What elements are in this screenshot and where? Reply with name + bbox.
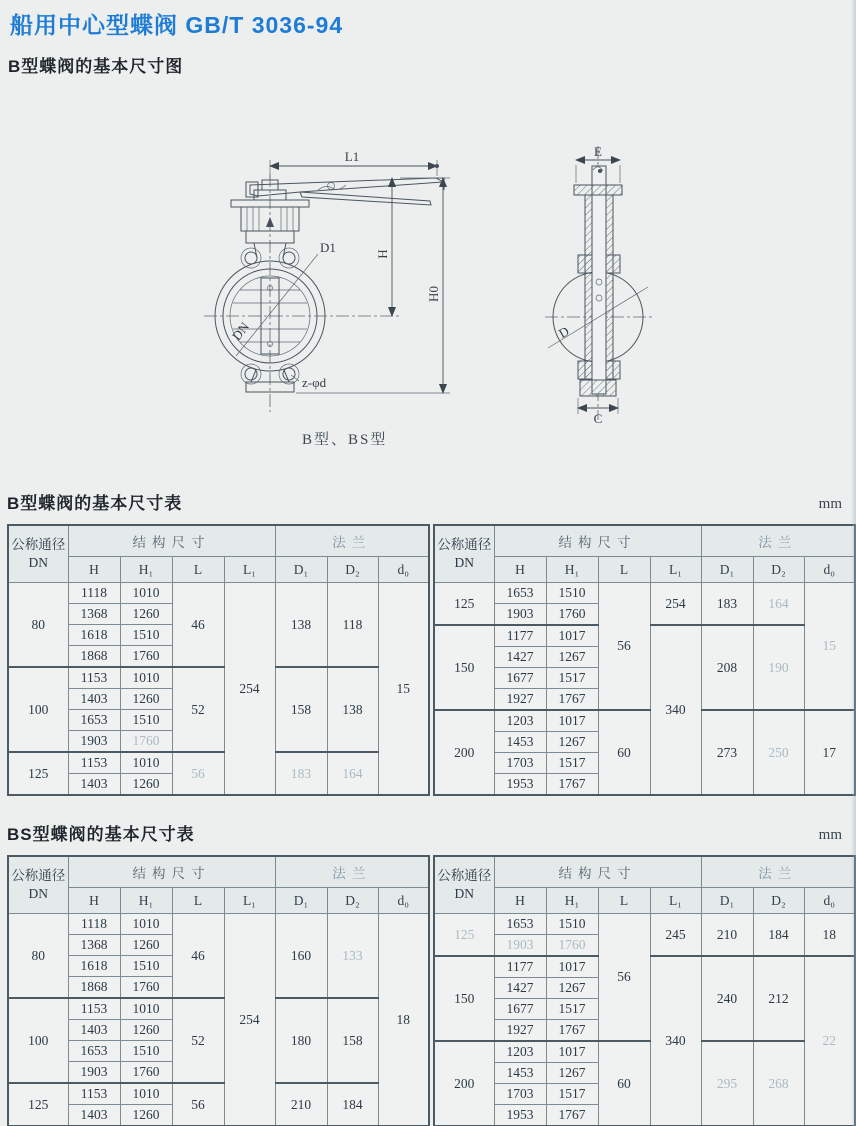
table-cell: 1453 [494, 732, 546, 753]
table-cell: 56 [172, 752, 224, 795]
table-cell: 254 [224, 583, 275, 796]
table-cell: 184 [753, 914, 804, 957]
table-cell: 1017 [546, 1041, 598, 1063]
table-cell: 1017 [546, 625, 598, 647]
table-cell: 340 [650, 956, 701, 1126]
column-header: d₀ [378, 557, 429, 583]
table-cell: 1010 [120, 914, 172, 935]
table-cell: 118 [327, 583, 378, 668]
table-cell: 1618 [68, 625, 120, 646]
table-cell: 273 [701, 710, 753, 795]
table-b-left [7, 524, 430, 796]
table-cell: 1677 [494, 668, 546, 689]
table-cell: 1403 [68, 774, 120, 796]
table-cell: 1903 [68, 731, 120, 753]
structure-dims-group-header: 结构尺寸 [494, 525, 701, 557]
table-cell: 1510 [120, 625, 172, 646]
table-cell: 1517 [546, 753, 598, 774]
table-cell: 1177 [494, 625, 546, 647]
drawing-caption: B型、BS型 [302, 432, 388, 448]
flange-group-header: 法兰 [275, 856, 429, 888]
table-cell: 1868 [68, 646, 120, 668]
column-header: d₀ [804, 557, 855, 583]
column-header: D₁ [701, 557, 753, 583]
table-cell: 15 [804, 583, 855, 711]
table-cell: 1760 [120, 646, 172, 668]
table-cell: 46 [172, 914, 224, 999]
table-cell: 268 [753, 1041, 804, 1126]
table-cell: 1510 [546, 583, 598, 604]
table-cell: 1267 [546, 647, 598, 668]
table-cell: 1510 [120, 956, 172, 977]
table-cell: 138 [327, 667, 378, 752]
table-cell: 1453 [494, 1063, 546, 1084]
column-header: D₂ [327, 557, 378, 583]
table-cell: 1010 [120, 583, 172, 604]
table-cell: 125 [434, 583, 494, 626]
table-cell: 1927 [494, 689, 546, 711]
flange-group-header: 法兰 [701, 525, 855, 557]
column-header: D₁ [275, 557, 327, 583]
table-cell: 1953 [494, 1105, 546, 1126]
table-cell: 1517 [546, 668, 598, 689]
table-cell: 1427 [494, 978, 546, 999]
column-header: H₁ [120, 888, 172, 914]
table-cell: 1260 [120, 604, 172, 625]
dim-label-d: D [555, 323, 572, 341]
dim-label-bolt-holes: z-φd [302, 375, 327, 390]
column-header: L₁ [650, 557, 701, 583]
table-cell: 22 [804, 956, 855, 1126]
table-cell: 1368 [68, 604, 120, 625]
column-header: H [494, 888, 546, 914]
column-header: D₂ [753, 888, 804, 914]
table-cell: 254 [650, 583, 701, 626]
column-header: L [598, 888, 650, 914]
column-header: L [598, 557, 650, 583]
table-cell: 125 [8, 1083, 68, 1126]
column-header: D₂ [753, 557, 804, 583]
table-cell: 18 [378, 914, 429, 1126]
table-cell: 183 [701, 583, 753, 626]
table-cell: 46 [172, 583, 224, 668]
column-header: H [68, 557, 120, 583]
page-title: 船用中心型蝶阀 GB/T 3036-94 [10, 12, 344, 38]
table-cell: 1427 [494, 647, 546, 668]
column-header: d₀ [804, 888, 855, 914]
table-cell: 1760 [120, 1062, 172, 1084]
table-cell: 1767 [546, 774, 598, 796]
table-cell: 100 [8, 998, 68, 1083]
table-cell: 212 [753, 956, 804, 1041]
table-cell: 208 [701, 625, 753, 710]
table-cell: 190 [753, 625, 804, 710]
table-cell: 1203 [494, 1041, 546, 1063]
table-cell: 1760 [120, 977, 172, 999]
table-cell: 158 [327, 998, 378, 1083]
table-cell: 1903 [494, 935, 546, 957]
table-cell: 1903 [68, 1062, 120, 1084]
table-cell: 295 [701, 1041, 753, 1126]
column-header: L₁ [224, 888, 275, 914]
dn-column-header: 公称通径 DN [8, 856, 68, 914]
table-cell: 1703 [494, 753, 546, 774]
table-cell: 1510 [120, 1041, 172, 1062]
table-bs-right [433, 855, 856, 1126]
table-cell: 18 [804, 914, 855, 957]
table-cell: 1760 [546, 604, 598, 626]
table-cell: 1903 [494, 604, 546, 626]
table-bs-left [7, 855, 430, 1126]
table-cell: 1017 [546, 710, 598, 732]
table-cell: 150 [434, 625, 494, 710]
table-cell: 52 [172, 998, 224, 1083]
table-cell: 1118 [68, 583, 120, 604]
table-cell: 1767 [546, 1020, 598, 1042]
table-cell: 158 [275, 667, 327, 752]
column-header: L₁ [650, 888, 701, 914]
table-cell: 1010 [120, 1083, 172, 1105]
column-header: L [172, 888, 224, 914]
dn-column-header: 公称通径 DN [434, 856, 494, 914]
table-bs-section-title: BS型蝶阀的基本尺寸表 [7, 825, 195, 844]
table-cell: 133 [327, 914, 378, 999]
table-cell: 1010 [120, 998, 172, 1020]
table-cell: 164 [753, 583, 804, 626]
table-cell: 254 [224, 914, 275, 1126]
front-view-drawing [204, 149, 450, 412]
table-cell: 1703 [494, 1084, 546, 1105]
table-cell: 1267 [546, 978, 598, 999]
table-cell: 56 [172, 1083, 224, 1126]
table-cell: 60 [598, 1041, 650, 1126]
column-header: H [494, 557, 546, 583]
unit-label-bs: mm [818, 827, 842, 843]
table-cell: 1403 [68, 1020, 120, 1041]
table-cell: 1760 [546, 935, 598, 957]
table-cell: 1517 [546, 1084, 598, 1105]
scan-edge-shade [851, 0, 856, 1126]
table-cell: 1153 [68, 667, 120, 689]
table-cell: 125 [434, 914, 494, 957]
table-cell: 1510 [120, 710, 172, 731]
column-header: H₁ [120, 557, 172, 583]
flange-group-header: 法兰 [275, 525, 429, 557]
table-cell: 1260 [120, 774, 172, 796]
table-cell: 1153 [68, 752, 120, 774]
table-cell: 56 [598, 583, 650, 711]
column-header: D₁ [275, 888, 327, 914]
table-cell: 1517 [546, 999, 598, 1020]
column-header: D₁ [701, 888, 753, 914]
table-cell: 1368 [68, 935, 120, 956]
table-cell: 1177 [494, 956, 546, 978]
table-cell: 250 [753, 710, 804, 795]
table-cell: 1267 [546, 1063, 598, 1084]
table-cell: 1260 [120, 689, 172, 710]
table-cell: 1010 [120, 752, 172, 774]
table-cell: 1767 [546, 689, 598, 711]
dim-label-c: C [593, 411, 603, 426]
table-cell: 160 [275, 914, 327, 999]
column-header: L₁ [224, 557, 275, 583]
table-cell: 340 [650, 625, 701, 795]
column-header: D₂ [327, 888, 378, 914]
structure-dims-group-header: 结构尺寸 [494, 856, 701, 888]
table-cell: 1653 [494, 583, 546, 604]
table-cell: 1677 [494, 999, 546, 1020]
table-cell: 15 [378, 583, 429, 796]
table-cell: 17 [804, 710, 855, 795]
table-cell: 1653 [494, 914, 546, 935]
table-cell: 180 [275, 998, 327, 1083]
table-cell: 100 [8, 667, 68, 752]
table-cell: 183 [275, 752, 327, 795]
table-cell: 1017 [546, 956, 598, 978]
column-header: H₁ [546, 557, 598, 583]
table-cell: 1260 [120, 1020, 172, 1041]
dim-label-h0: H0 [426, 286, 441, 302]
table-cell: 1403 [68, 1105, 120, 1126]
column-header: H [68, 888, 120, 914]
table-cell: 1618 [68, 956, 120, 977]
column-header: L [172, 557, 224, 583]
table-cell: 210 [275, 1083, 327, 1126]
valve-dimension-drawings [0, 86, 856, 458]
table-cell: 245 [650, 914, 701, 957]
dim-label-dn: DN [228, 319, 253, 344]
dim-label-e: E [594, 144, 602, 159]
table-cell: 80 [8, 583, 68, 668]
table-cell: 1153 [68, 998, 120, 1020]
table-b-section-title: B型蝶阀的基本尺寸表 [7, 494, 183, 513]
table-cell: 1260 [120, 935, 172, 956]
diagram-section-title: B型蝶阀的基本尺寸图 [8, 57, 184, 76]
table-cell: 210 [701, 914, 753, 957]
table-cell: 1403 [68, 689, 120, 710]
structure-dims-group-header: 结构尺寸 [68, 525, 275, 557]
table-cell: 184 [327, 1083, 378, 1126]
table-cell: 240 [701, 956, 753, 1041]
table-cell: 1267 [546, 732, 598, 753]
table-cell: 80 [8, 914, 68, 999]
unit-label-b: mm [818, 496, 842, 512]
dim-label-h: H [375, 249, 390, 259]
table-cell: 1153 [68, 1083, 120, 1105]
dim-label-l1: L1 [344, 149, 360, 164]
dn-column-header: 公称通径 DN [434, 525, 494, 583]
table-cell: 150 [434, 956, 494, 1041]
side-view-drawing [545, 144, 652, 426]
table-cell: 1868 [68, 977, 120, 999]
table-b-right [433, 524, 856, 796]
dn-column-header: 公称通径 DN [8, 525, 68, 583]
table-cell: 1653 [68, 1041, 120, 1062]
table-cell: 1760 [120, 731, 172, 753]
table-cell: 200 [434, 1041, 494, 1126]
table-cell: 138 [275, 583, 327, 668]
flange-group-header: 法兰 [701, 856, 855, 888]
dim-label-d1: D1 [320, 240, 336, 255]
table-cell: 1260 [120, 1105, 172, 1126]
table-cell: 164 [327, 752, 378, 795]
table-cell: 1927 [494, 1020, 546, 1042]
table-cell: 56 [598, 914, 650, 1042]
table-cell: 1653 [68, 710, 120, 731]
table-cell: 1510 [546, 914, 598, 935]
table-cell: 125 [8, 752, 68, 795]
column-header: d₀ [378, 888, 429, 914]
table-cell: 1118 [68, 914, 120, 935]
structure-dims-group-header: 结构尺寸 [68, 856, 275, 888]
table-cell: 1767 [546, 1105, 598, 1126]
table-cell: 60 [598, 710, 650, 795]
table-cell: 1953 [494, 774, 546, 796]
table-cell: 1203 [494, 710, 546, 732]
table-cell: 52 [172, 667, 224, 752]
column-header: H₁ [546, 888, 598, 914]
table-cell: 200 [434, 710, 494, 795]
table-cell: 1010 [120, 667, 172, 689]
